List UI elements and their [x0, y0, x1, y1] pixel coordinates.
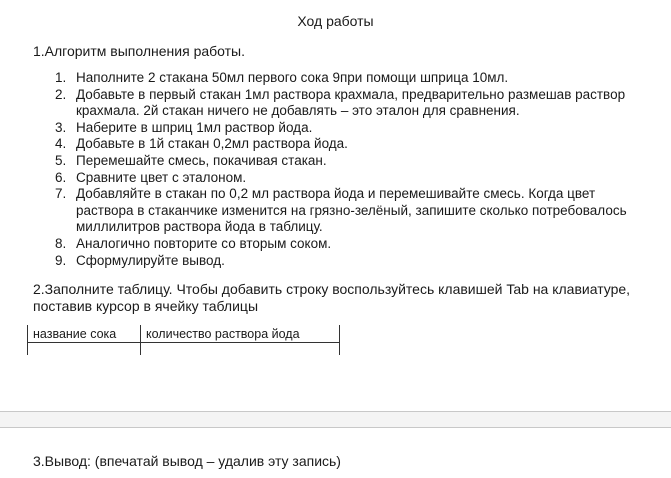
- list-item: [33, 170, 633, 187]
- step-number: 7.: [55, 186, 67, 202]
- page-break-bottom-line: [0, 427, 671, 428]
- algorithm-steps-list: [33, 70, 633, 269]
- table-border: [27, 325, 28, 355]
- step-number: 9.: [55, 252, 67, 268]
- step-number: 5.: [55, 152, 67, 168]
- list-item: [33, 70, 633, 87]
- step-text: Наберите в шприц 1мл раствор йода.: [76, 119, 313, 135]
- list-item: [33, 153, 633, 170]
- list-item: [33, 236, 633, 253]
- section-1-heading: 1.Алгоритм выполнения работы.: [33, 43, 246, 59]
- step-text: Перемешайте смесь, покачивая стакан.: [76, 152, 327, 168]
- list-item: [33, 186, 633, 236]
- table-column-divider: [140, 325, 141, 355]
- list-item: [33, 87, 633, 120]
- list-item: [33, 253, 633, 270]
- section-2-heading: 2.Заполните таблицу. Чтобы добавить строку воспользуйтесь клавишей Tab на клавиатуре, поставив курсор в ячейку таблицы: [33, 281, 631, 314]
- step-text: Добавьте в первый стакан 1мл раствора крахмала, предварительно размешав раствор крахмала. 2й стакан ничего не добавлять – это эталон для сравнения.: [76, 86, 626, 119]
- step-text: Сформулируйте вывод.: [76, 252, 225, 268]
- table-border: [339, 325, 340, 355]
- step-number: 2.: [55, 86, 67, 102]
- section-3-conclusion[interactable]: 3.Вывод: (впечатай вывод – удалив эту запись): [33, 453, 341, 469]
- step-text: Добавьте в 1й стакан 0,2мл раствора йода.: [76, 136, 348, 152]
- page-break-gap: [0, 412, 671, 427]
- table-row-border: [27, 342, 340, 343]
- step-text: Аналогично повторите со вторым соком.: [76, 235, 332, 251]
- table-header-juice-name[interactable]: название сока: [33, 327, 117, 341]
- step-number: 1.: [55, 70, 67, 85]
- step-number: 6.: [55, 169, 67, 185]
- page-title: Ход работы: [297, 13, 374, 29]
- step-number: 3.: [55, 119, 67, 135]
- list-item: [33, 136, 633, 153]
- juice-iodine-table[interactable]: [27, 325, 340, 355]
- page-break-top-line: [0, 411, 671, 412]
- step-text: Добавляйте в стакан по 0,2 мл раствора йода и перемешивайте смесь. Когда цвет раствора в стаканчике изменится на грязно-зелёный, запишите сколько потребовалось миллилитров раствора йода в таблицу.: [76, 186, 627, 235]
- list-item: [33, 120, 633, 137]
- step-number: 4.: [55, 136, 67, 152]
- step-number: 8.: [55, 235, 67, 251]
- step-text: Наполните 2 стакана 50мл первого сока 9при помощи шприца 10мл.: [76, 70, 509, 85]
- table-header-iodine-amount[interactable]: количество раствора йода: [146, 327, 300, 341]
- step-text: Сравните цвет с эталоном.: [76, 169, 247, 185]
